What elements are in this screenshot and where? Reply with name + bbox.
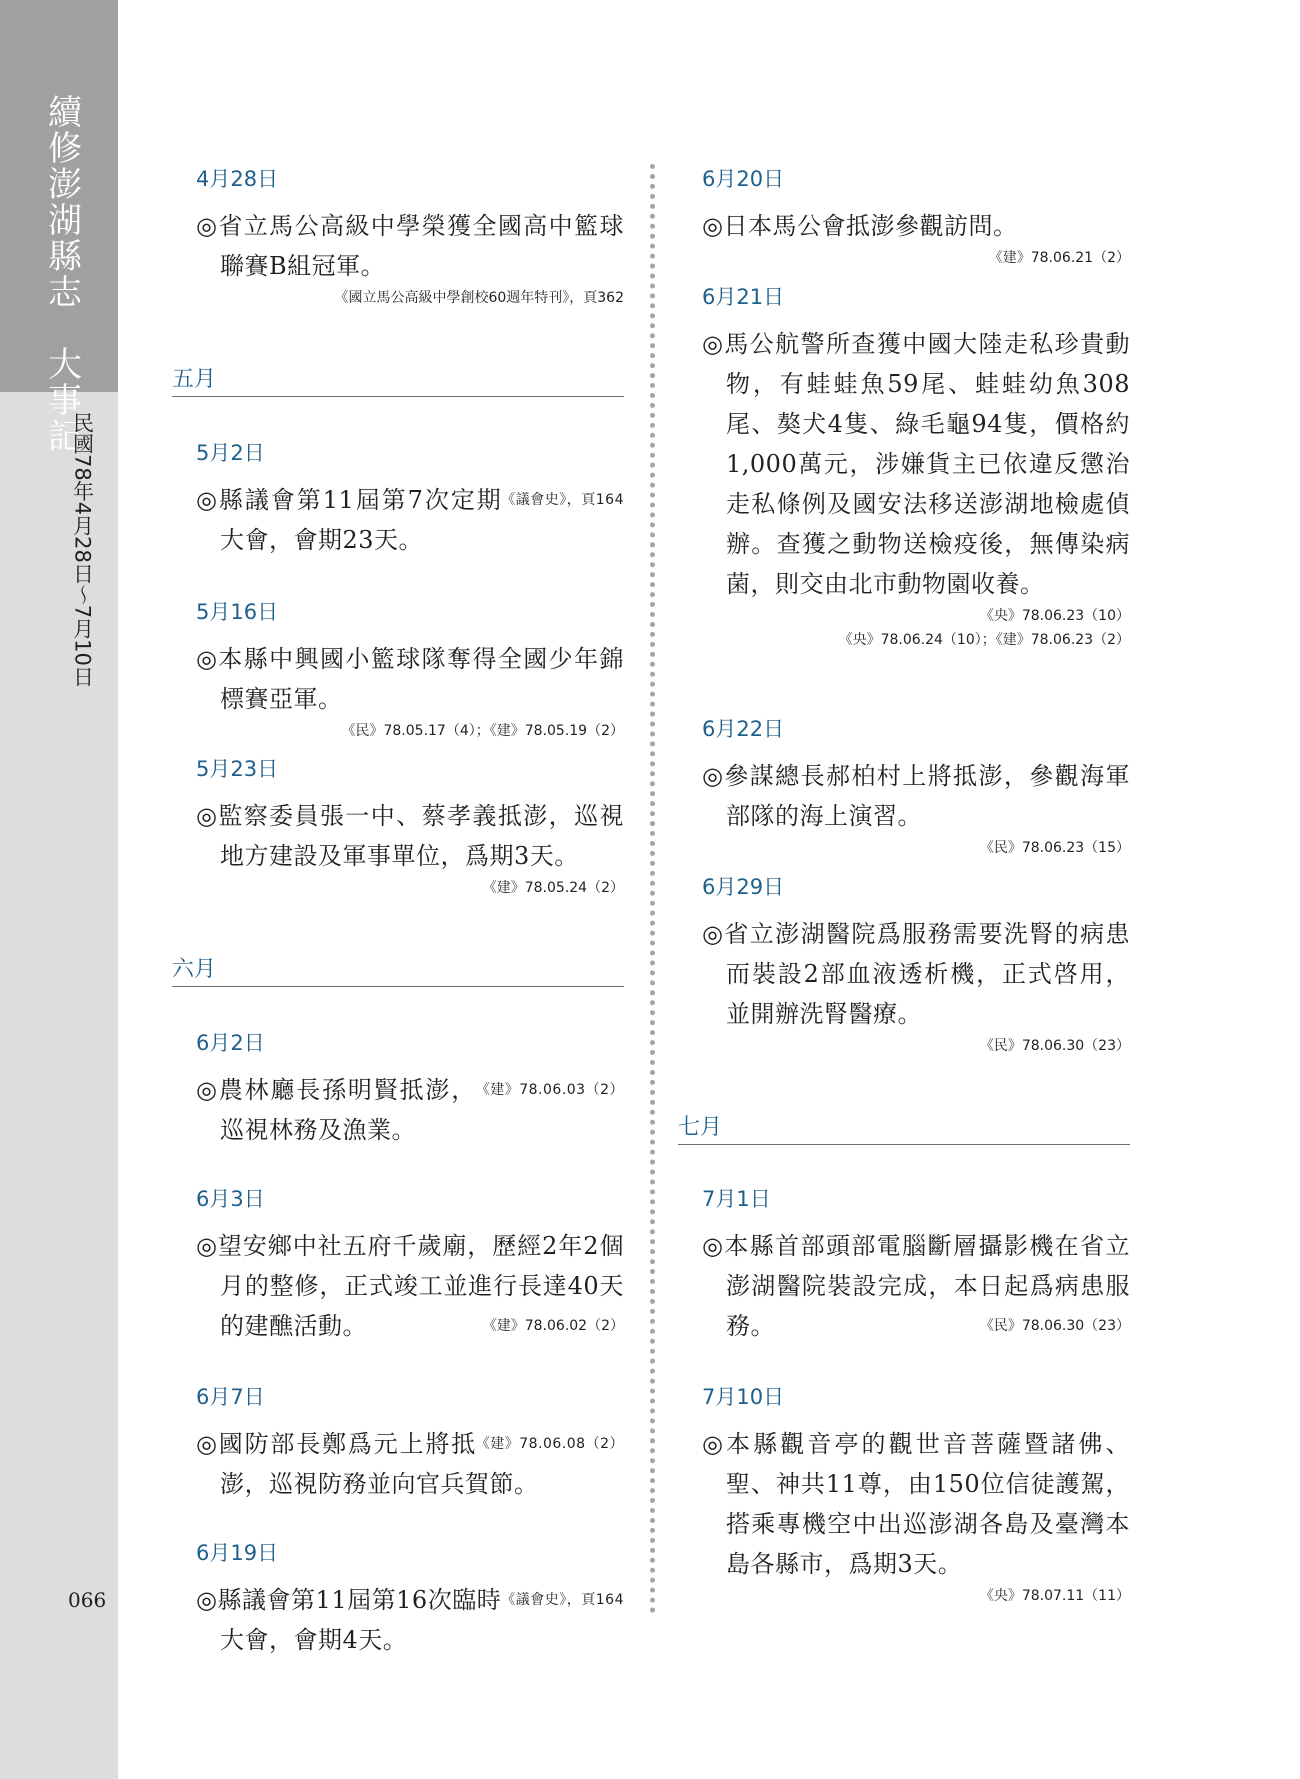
event-text-body: ◎國防部長鄭爲元上將抵澎，巡視防務並向官兵賀節。	[196, 1430, 539, 1498]
event-source: 《央》78.06.24（10）；《建》78.06.23（2）	[838, 632, 1130, 648]
month-heading: 七月	[678, 1110, 1130, 1145]
event-date: 5月23日	[196, 757, 279, 781]
event-text	[196, 1424, 624, 1504]
event-entry	[196, 164, 624, 310]
event-entry	[196, 1382, 624, 1504]
event-text-body: ◎本縣首部頭部電腦斷層攝影機在省立澎湖醫院裝設完成，本日起爲病患服務。	[702, 1232, 1130, 1340]
event-date: 7月1日	[702, 1187, 771, 1211]
event-source: 《民》78.06.30（23）	[979, 1318, 1130, 1334]
event-text: ◎本縣觀音亭的觀世音菩薩暨諸佛、聖、神共11尊，由150位信徒護駕，搭乘專機空中出巡澎湖各島及臺灣本島各縣市，爲期3天。	[702, 1430, 1130, 1578]
event-entry	[702, 1184, 1130, 1338]
event-text: ◎本縣中興國小籃球隊奪得全國少年錦標賽亞軍。	[196, 645, 624, 713]
event-source: 《民》78.06.30（23）	[979, 1038, 1130, 1054]
event-text: ◎省立澎湖醫院爲服務需要洗腎的病患而裝設2部血液透析機，正式啓用，並開辦洗腎醫療。	[702, 920, 1130, 1028]
event-entry	[196, 597, 624, 743]
event-date: 6月29日	[702, 875, 785, 899]
event-text	[196, 1580, 624, 1660]
event-source: 《建》78.06.08（2）	[475, 1436, 624, 1452]
page-number: 066	[68, 1588, 107, 1612]
event-source: 《建》78.06.02（2）	[482, 1318, 624, 1334]
event-source: 《央》78.06.23（10）	[979, 608, 1130, 624]
event-entry	[196, 1028, 624, 1150]
event-source: 《國立馬公高級中學創校60週年特刊》，頁362	[334, 290, 624, 306]
side-strip	[0, 0, 118, 1779]
event-text: ◎日本馬公會抵澎參觀訪問。	[702, 212, 1018, 240]
event-date: 6月21日	[702, 285, 785, 309]
month-heading: 六月	[172, 952, 624, 987]
event-date: 6月7日	[196, 1385, 265, 1409]
event-source: 《央》78.07.11（11）	[979, 1588, 1130, 1604]
date-range: 民國78年4月28日～7月10日	[70, 412, 95, 687]
event-text-body: ◎農林廳長孫明賢抵澎，巡視林務及漁業。	[196, 1076, 476, 1144]
event-entry	[702, 1382, 1130, 1608]
event-text: ◎監察委員張一中、蔡孝義抵澎，巡視地方建設及軍事單位，爲期3天。	[196, 802, 624, 870]
event-source: 《民》78.06.23（15）	[979, 840, 1130, 856]
event-text: ◎參謀總長郝柏村上將抵澎，參觀海軍部隊的海上演習。	[702, 762, 1130, 830]
event-text-body: ◎望安鄉中社五府千歲廟，歷經2年2個月的整修，正式竣工並進行長達40天的建醮活動。	[196, 1232, 624, 1340]
month-heading: 五月	[172, 362, 624, 397]
event-source: 《議會史》，頁164	[501, 1592, 624, 1608]
event-text: ◎馬公航警所查獲中國大陸走私珍貴動物，有蛙蛙魚59尾、蛙蛙幼魚308尾、獒犬4隻、綠毛龜94隻，價格約1,000萬元，涉嫌貨主已依違反懲治走私條例及國安法移送澎湖地檢處偵辦。查獲之動物送檢疫後，無傳染病菌，則交由北市動物園收養。	[702, 330, 1130, 598]
event-entry	[196, 754, 624, 900]
event-entry	[702, 714, 1130, 860]
event-source: 《建》78.05.24（2）	[482, 880, 624, 896]
event-source: 《議會史》，頁164	[501, 492, 624, 508]
event-text-body: ◎縣議會第11屆第7次定期大會，會期23天。	[196, 486, 502, 554]
event-date: 6月22日	[702, 717, 785, 741]
event-source: 《民》78.05.17（4）；《建》78.05.19（2）	[341, 723, 624, 739]
event-text: ◎省立馬公高級中學榮獲全國高中籃球聯賽B組冠軍。	[196, 212, 624, 280]
event-date: 6月20日	[702, 167, 785, 191]
event-date: 6月3日	[196, 1187, 265, 1211]
event-entry	[702, 872, 1130, 1058]
event-text-body: ◎縣議會第11屆第16次臨時大會，會期4天。	[196, 1586, 502, 1654]
book-title: 續修澎湖縣志 大事記	[41, 94, 82, 454]
event-entry	[702, 164, 1130, 270]
event-date: 7月10日	[702, 1385, 785, 1409]
event-text	[196, 480, 624, 560]
event-source: 《建》78.06.21（2）	[988, 250, 1130, 266]
event-source: 《建》78.06.03（2）	[475, 1082, 624, 1098]
event-date: 6月2日	[196, 1031, 265, 1055]
event-date: 5月2日	[196, 441, 265, 465]
event-text	[196, 1070, 624, 1150]
event-date: 5月16日	[196, 600, 279, 624]
event-entry	[702, 282, 1130, 652]
event-date: 6月19日	[196, 1541, 279, 1565]
column-divider	[650, 164, 655, 1614]
event-entry	[196, 1184, 624, 1338]
event-date: 4月28日	[196, 167, 279, 191]
event-entry	[196, 438, 624, 560]
event-entry	[196, 1538, 624, 1660]
